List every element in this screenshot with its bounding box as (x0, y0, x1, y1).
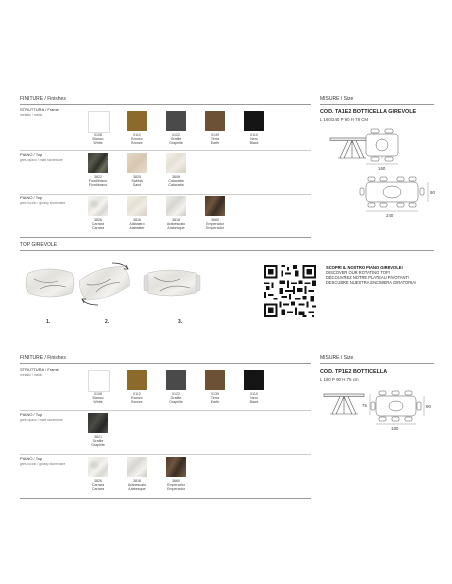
promo-line: SCOPRI IL NOSTRO PIANO GIREVOLE! (326, 265, 403, 270)
divider (20, 237, 311, 238)
swatch-chip (166, 457, 186, 477)
dim-90: 90 (426, 404, 431, 409)
swatch-caption: 0122 Grafite Graphite (169, 392, 183, 405)
divider (320, 104, 434, 105)
divider (20, 363, 311, 364)
dim-90: 90 (430, 190, 435, 195)
table-top-view-160 (366, 129, 398, 161)
rotating-top-promo (326, 265, 416, 285)
finiture-header: FINITURE / Finishes (20, 96, 66, 102)
swatch-chip (166, 153, 186, 173)
swatch-caption: 0122 Grafite Graphite (169, 133, 183, 146)
row-label-sub: gres lucido / glossy stoneware (20, 200, 66, 205)
row-label-text: PIANO / Top (20, 412, 43, 417)
swatch-chip (88, 196, 108, 216)
row-label-text: PIANO / Top (20, 456, 43, 461)
swatch-caption: 3816 Alabastro Alabaster (129, 218, 145, 231)
row-label-sub: gres opaco / matt stoneware (20, 157, 63, 162)
swatch-chip (127, 196, 147, 216)
swatch-caption: 0108 Bianco White (92, 133, 104, 146)
swatch-chip (88, 111, 110, 133)
row-label-matt (20, 413, 63, 422)
dim-160: 160 (378, 166, 386, 171)
swatch-caption: 0110 Nero Black (249, 133, 259, 146)
dim-180: 180 (391, 426, 399, 431)
product-code: COD. TP1E2 BOTTICELLA (320, 369, 388, 375)
swatch-chip (205, 196, 225, 216)
table-side-elevation (324, 394, 364, 414)
row-label-text: STRUTTURA / Frame (20, 367, 59, 372)
divider (20, 454, 311, 455)
misure-header: MISURE / Size (320, 355, 354, 361)
swatch-chip (88, 413, 108, 433)
row-label-glossy (20, 457, 65, 466)
swatch-caption: 3660 Emperador Emperador (167, 479, 185, 492)
swatch-chip (205, 111, 225, 131)
divider (20, 498, 311, 499)
row-label-frame (20, 368, 59, 377)
row-label-sub: metallo / metal (20, 372, 43, 377)
step-1-label: 1. (46, 319, 51, 325)
row-label-frame (20, 108, 59, 117)
row-label-sub: gres opaco / matt stoneware (20, 417, 63, 422)
table-top-view-240 (360, 177, 424, 207)
swatch-chip (88, 153, 108, 173)
misure-header: MISURE / Size (320, 96, 354, 102)
qr-code[interactable] (262, 263, 318, 319)
swatch-chip (88, 370, 110, 392)
step-3-table (144, 270, 200, 296)
step-2-label: 2. (105, 319, 110, 325)
dim-75: 75 (362, 403, 367, 408)
product-dimensions: L 160/240 P 90 H 78 CM (320, 117, 369, 122)
product-code: COD. TA1E2 BOTTICELLA GIREVOLE (320, 109, 417, 115)
divider (20, 410, 311, 411)
size-drawing (320, 384, 440, 434)
swatch-caption: 3826 Carrara Carrara (91, 218, 105, 231)
promo-line: DESCUBRE NUESTRA ENCIMERA GIRATORIA! (326, 280, 417, 285)
swatch-caption: 3826 Carrara Carrara (91, 479, 105, 492)
row-label-text: STRUTTURA / Frame (20, 107, 59, 112)
promo-line: DISCOVER OUR ROTATING TOP! (326, 270, 390, 275)
rotation-illustration (20, 255, 220, 325)
swatch-chip (127, 153, 147, 173)
swatch-caption: 3825 Sabbia Sand (131, 175, 143, 188)
step-1-table (26, 269, 74, 297)
row-label-matt (20, 153, 63, 162)
swatch-caption: 3818 Arabescato Arabesque (127, 479, 147, 492)
divider (20, 194, 311, 195)
swatch-caption: 0112 Bronzo Bronze (131, 133, 143, 146)
swatch-chip (88, 457, 108, 477)
divider (320, 363, 434, 364)
swatch-caption: 0108 Bianco White (92, 392, 104, 405)
swatch-chip (127, 370, 147, 390)
swatch-caption: 0139 Terra Earth (210, 392, 220, 405)
product-dimensions: L 180 P 90 H 75 cm (320, 377, 359, 382)
top-girevole-header: TOP GIREVOLE (20, 242, 58, 248)
swatch-chip (166, 370, 186, 390)
swatch-chip (127, 111, 147, 131)
promo-line: DÉCOUVREZ NOTRE PLATEAU PIVOTANT! (326, 275, 410, 280)
swatch-caption: 3808 Calacatta Calacatta (168, 175, 184, 188)
swatch-chip (127, 457, 147, 477)
swatch-chip (244, 111, 264, 131)
step-3-label: 3. (178, 319, 183, 325)
divider (20, 150, 311, 151)
swatch-caption: 3818 Arabescato Arabesque (166, 218, 186, 231)
divider (20, 250, 434, 251)
swatch-caption: 0139 Terra Earth (210, 133, 220, 146)
row-label-sub: gres lucido / glossy stoneware (20, 461, 66, 466)
swatch-caption: 0112 Bronzo Bronze (131, 392, 143, 405)
row-label-text: PIANO / Top (20, 152, 43, 157)
swatch-chip (244, 370, 264, 390)
swatch-caption: 3660 Emperador Emperador (206, 218, 224, 231)
row-label-glossy (20, 196, 65, 205)
step-2-table (76, 262, 132, 304)
swatch-chip (205, 370, 225, 390)
finiture-header: FINITURE / Finishes (20, 355, 66, 361)
swatch-caption: 3822 Fiordibosco Fiordibosco (88, 175, 108, 188)
dim-240: 240 (386, 213, 394, 218)
swatch-caption: 0110 Nero Black (249, 392, 259, 405)
swatch-chip (166, 111, 186, 131)
swatch-chip (166, 196, 186, 216)
row-label-sub: metallo / metal (20, 112, 43, 117)
divider (20, 104, 311, 105)
row-label-text: PIANO / Top (20, 195, 43, 200)
table-top-view (371, 391, 421, 421)
swatch-caption: 3821 Grafite Graphite (91, 435, 105, 448)
size-drawing (320, 124, 440, 224)
